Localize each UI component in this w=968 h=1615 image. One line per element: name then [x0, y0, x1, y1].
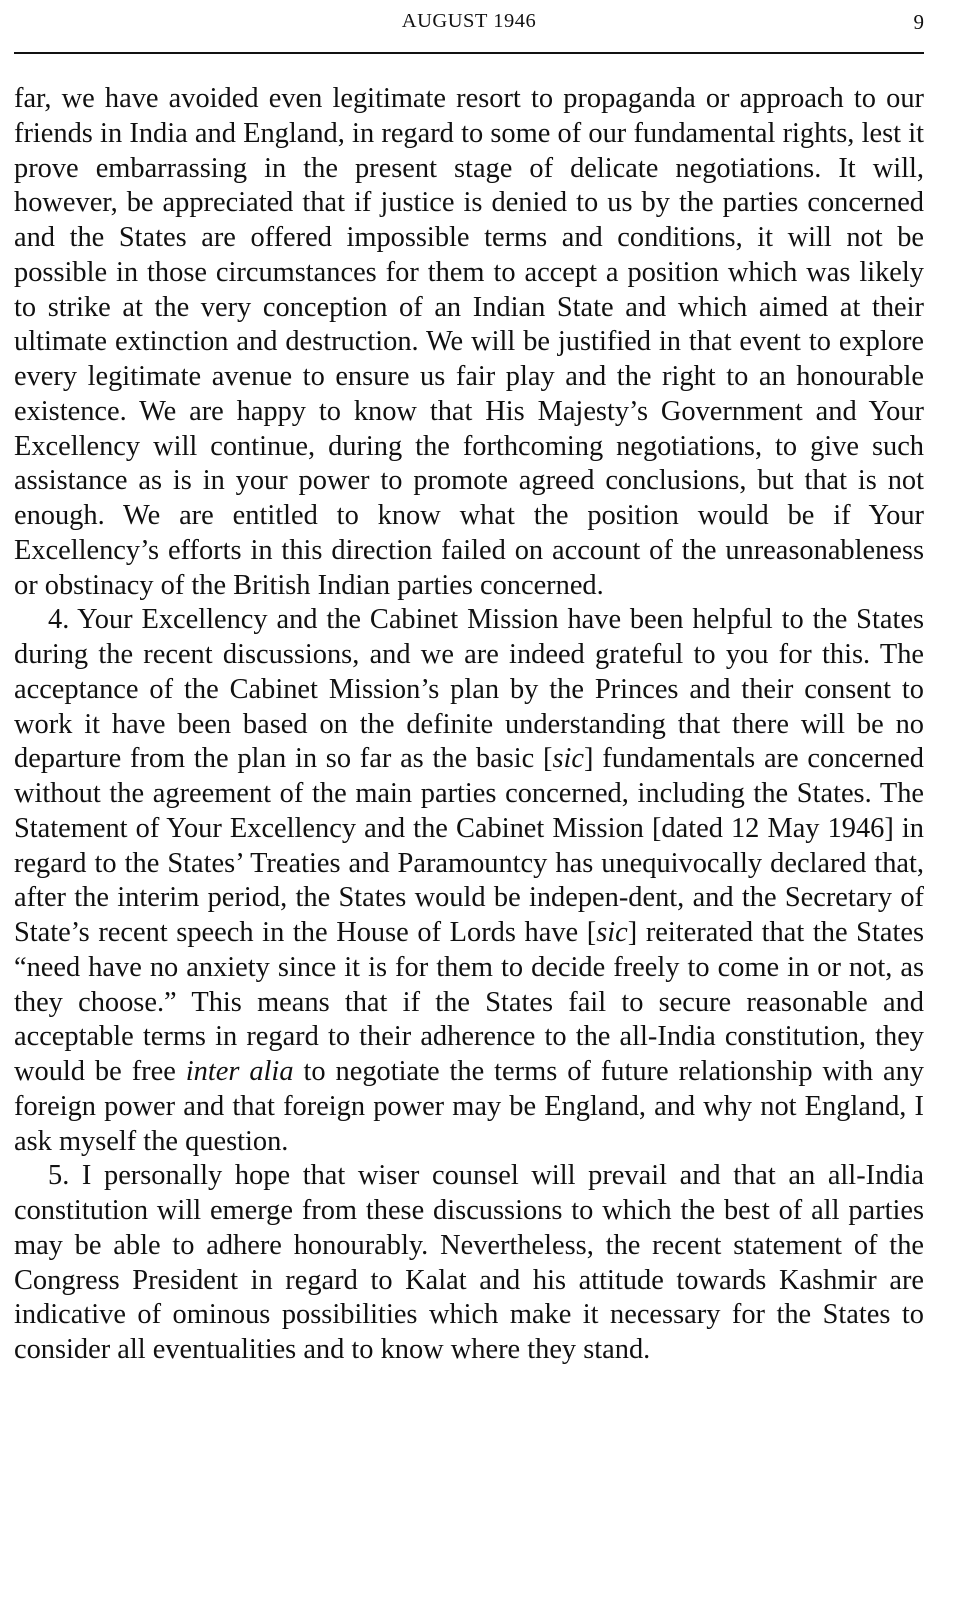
paragraph-text: ] fundamentals are concerned without the agreement of the main parties concerned, including the States. The Statement of Your Excellency and the Cabinet Mission [dated 12 May 1946] in regard to the States’ Treaties and Paramountcy has unequivocally declared that, after the interim period, the States would be indepen-dent, and the Secretary of State’s recent speech in the House of Lords have [ — [14, 743, 925, 948]
paragraph-text: 4. Your Excellency and the Cabinet Mission have been helpful to the States during the recent discussions, and we are indeed grateful to you for this. The acceptance of the Cabinet Mission’s plan by the Princes and their consent to work it have been based on the definite understanding that there will be no departure from the plan in so far as the basic [ — [14, 604, 924, 775]
running-header — [14, 6, 924, 40]
inter-alia-italic: inter alia — [185, 1056, 294, 1087]
paragraph-continued — [14, 82, 924, 603]
header-rule — [14, 52, 924, 54]
page-number: 9 — [913, 10, 924, 34]
paragraph-text: 5. I personally hope that wiser counsel will prevail and that an all-India constitution will emerge from these discussions to which the best of all parties may be able to adhere honourably. Nevertheless, the recent statement of the Congress President in regard to Kalat and his attitude towards Kashmir are indicative of ominous possibilities which make it necessary for the States to consider all eventualities and to know where they stand. — [14, 1160, 924, 1365]
paragraph-text: to negotiate the terms of future relationship with any foreign power and that foreign power may be England, and why not England, I ask myself the question. — [14, 1056, 924, 1157]
paragraph-4 — [14, 603, 924, 1159]
body-text — [14, 82, 924, 1368]
paragraph-text: far, we have avoided even legitimate resort to propaganda or approach to our friends in India and England, in regard to some of our fundamental rights, lest it prove embarrassing in the present stage of delicate negotiations. It will, however, be appreciated that if justice is denied to us by the parties concerned and the States are offered impossible terms and conditions, it will not be possible in those circumstances for them to accept a position which was likely to strike at the very conception of an Indian State and which aimed at their ultimate extinction and destruction. We will be justified in that event to explore every legitimate avenue to ensure us fair play and the right to an honourable existence. We are happy to know that His Majesty’s Government and Your Excellency will continue, during the forthcoming negotiations, to give such assistance as is in your power to promote agreed conclusions, but that is not enough. We are entitled to know what the position would be if Your Excellency’s efforts in this direction failed on account of the unreasonableness or obstinacy of the British Indian parties concerned. — [14, 83, 924, 601]
sic-italic: sic — [552, 743, 585, 775]
sic-italic: sic — [596, 917, 628, 948]
paragraph-5 — [14, 1159, 924, 1368]
paragraph-text: ] reiterated that the States “need have no anxiety since it is for them to decide freely to come in or not, as they choose.” This means that if the States fail to secure reasonable and acceptable terms in regard to their adherence to the all-India constitution, they would be free — [14, 917, 924, 1087]
header-title: AUGUST 1946 — [401, 10, 537, 32]
